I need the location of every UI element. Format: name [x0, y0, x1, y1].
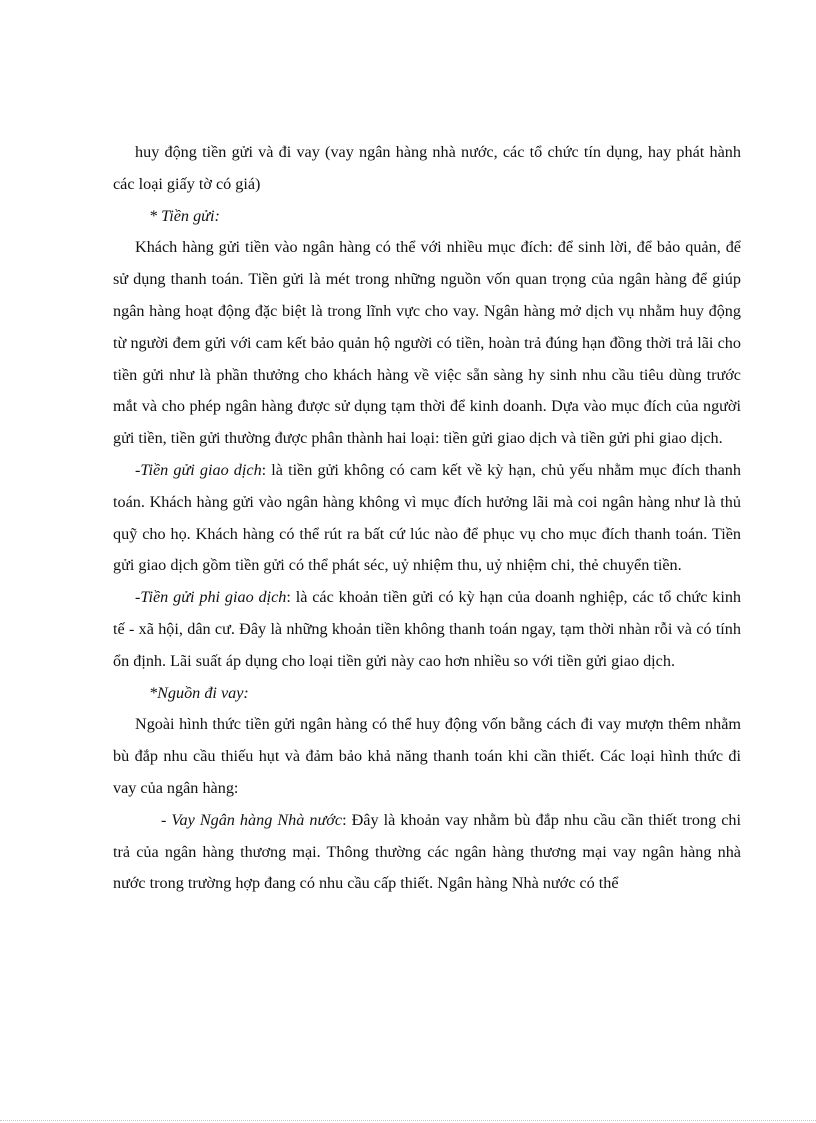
dash: - [135, 588, 141, 607]
paragraph-tien-gui: Khách hàng gửi tiền vào ngân hàng có thể với nhiều mục đích: để sinh lời, để bảo quản, để sử dụng thanh toán. Tiền gửi là mét trong những nguồn vốn quan trọng của ngân hàng để giúp ngân hàng hoạt động đặc biệt là trong lĩnh vực cho vay. Ngân hàng mở dịch vụ nhằm huy động từ người đem gửi với cam kết bảo quản hộ người có tiền, hoàn trả đúng hạn đồng thời trả lãi cho tiền gửi như là phần thưởng cho khách hàng về việc sẵn sàng hy sinh nhu cầu tiêu dùng trước mắt và cho phép ngân hàng được sử dụng tạm thời để kinh doanh. Dựa vào mục đích của người gửi tiền, tiền gửi thường được phân thành hai loại: tiền gửi giao dịch và tiền gửi phi giao dịch. [113, 238, 741, 448]
page-bottom-border [0, 1120, 816, 1121]
term-tien-gui-giao-dich: Tiền gửi giao dịch [140, 460, 262, 479]
term-vay-nhnn: Vay Ngân hàng Nhà nước [171, 810, 343, 829]
paragraph-nguon-di-vay: Ngoài hình thức tiền gửi ngân hàng có thể huy động vốn bằng cách đi vay mượn thêm nhằm bù đắp nhu cầu thiếu hụt và đảm bảo khả năng thanh toán khi cần thiết. Các loại hình thức đi vay của ngân hàng: [113, 715, 741, 797]
term-tien-gui-phi-giao-dich: Tiền gửi phi giao dịch [140, 588, 287, 607]
heading-nguon-di-vay: *Nguồn đi vay: [149, 683, 249, 702]
definition-text: : là tiền gửi không có cam kết về kỳ hạn, chủ yếu nhằm mục đích thanh toán. Khách hàng gửi vào ngân hàng không vì mục đích hưởng lãi mà coi ngân hàng như là thủ quỹ cho họ. Khách hàng có thể rút ra bất cứ lúc nào để phục vụ cho mục đích thanh toán. Tiền gửi giao dịch gồm tiền gửi có thể phát séc, uỷ nhiệm thu, uỷ nhiệm chi, thẻ chuyển tiền. [113, 460, 741, 575]
document-body [113, 137, 741, 900]
heading-tien-gui: * Tiền gửi: [149, 206, 220, 225]
dash: - [135, 460, 141, 479]
dash: - [161, 810, 172, 829]
paragraph-vay-nhnn [113, 805, 741, 900]
definition-text: : là các khoản tiền gửi có kỳ hạn của doanh nghiệp, các tổ chức kinh tế - xã hội, dân cư. Đây là những khoản tiền không thanh toán ngay, tạm thời nhàn rỗi và có tính ổn định. Lãi suất áp dụng cho loại tiền gửi này cao hơn nhiều so với tiền gửi giao dịch. [113, 588, 742, 670]
paragraph-intro: huy động tiền gửi và đi vay (vay ngân hàng nhà nước, các tổ chức tín dụng, hay phát hành các loại giấy tờ có giá) [113, 143, 741, 193]
paragraph-tien-gui-giao-dich [113, 455, 741, 582]
paragraph-tien-gui-phi-giao-dich [113, 582, 741, 677]
definition-text: : Đây là khoản vay nhằm bù đắp nhu cầu cần thiết trong chi trả của ngân hàng thương mại. Thông thường các ngân hàng thương mại vay ngân hàng nhà nước trong trường hợp đang có nhu cầu cấp thiết. Ngân hàng Nhà nước có thể [113, 810, 741, 893]
